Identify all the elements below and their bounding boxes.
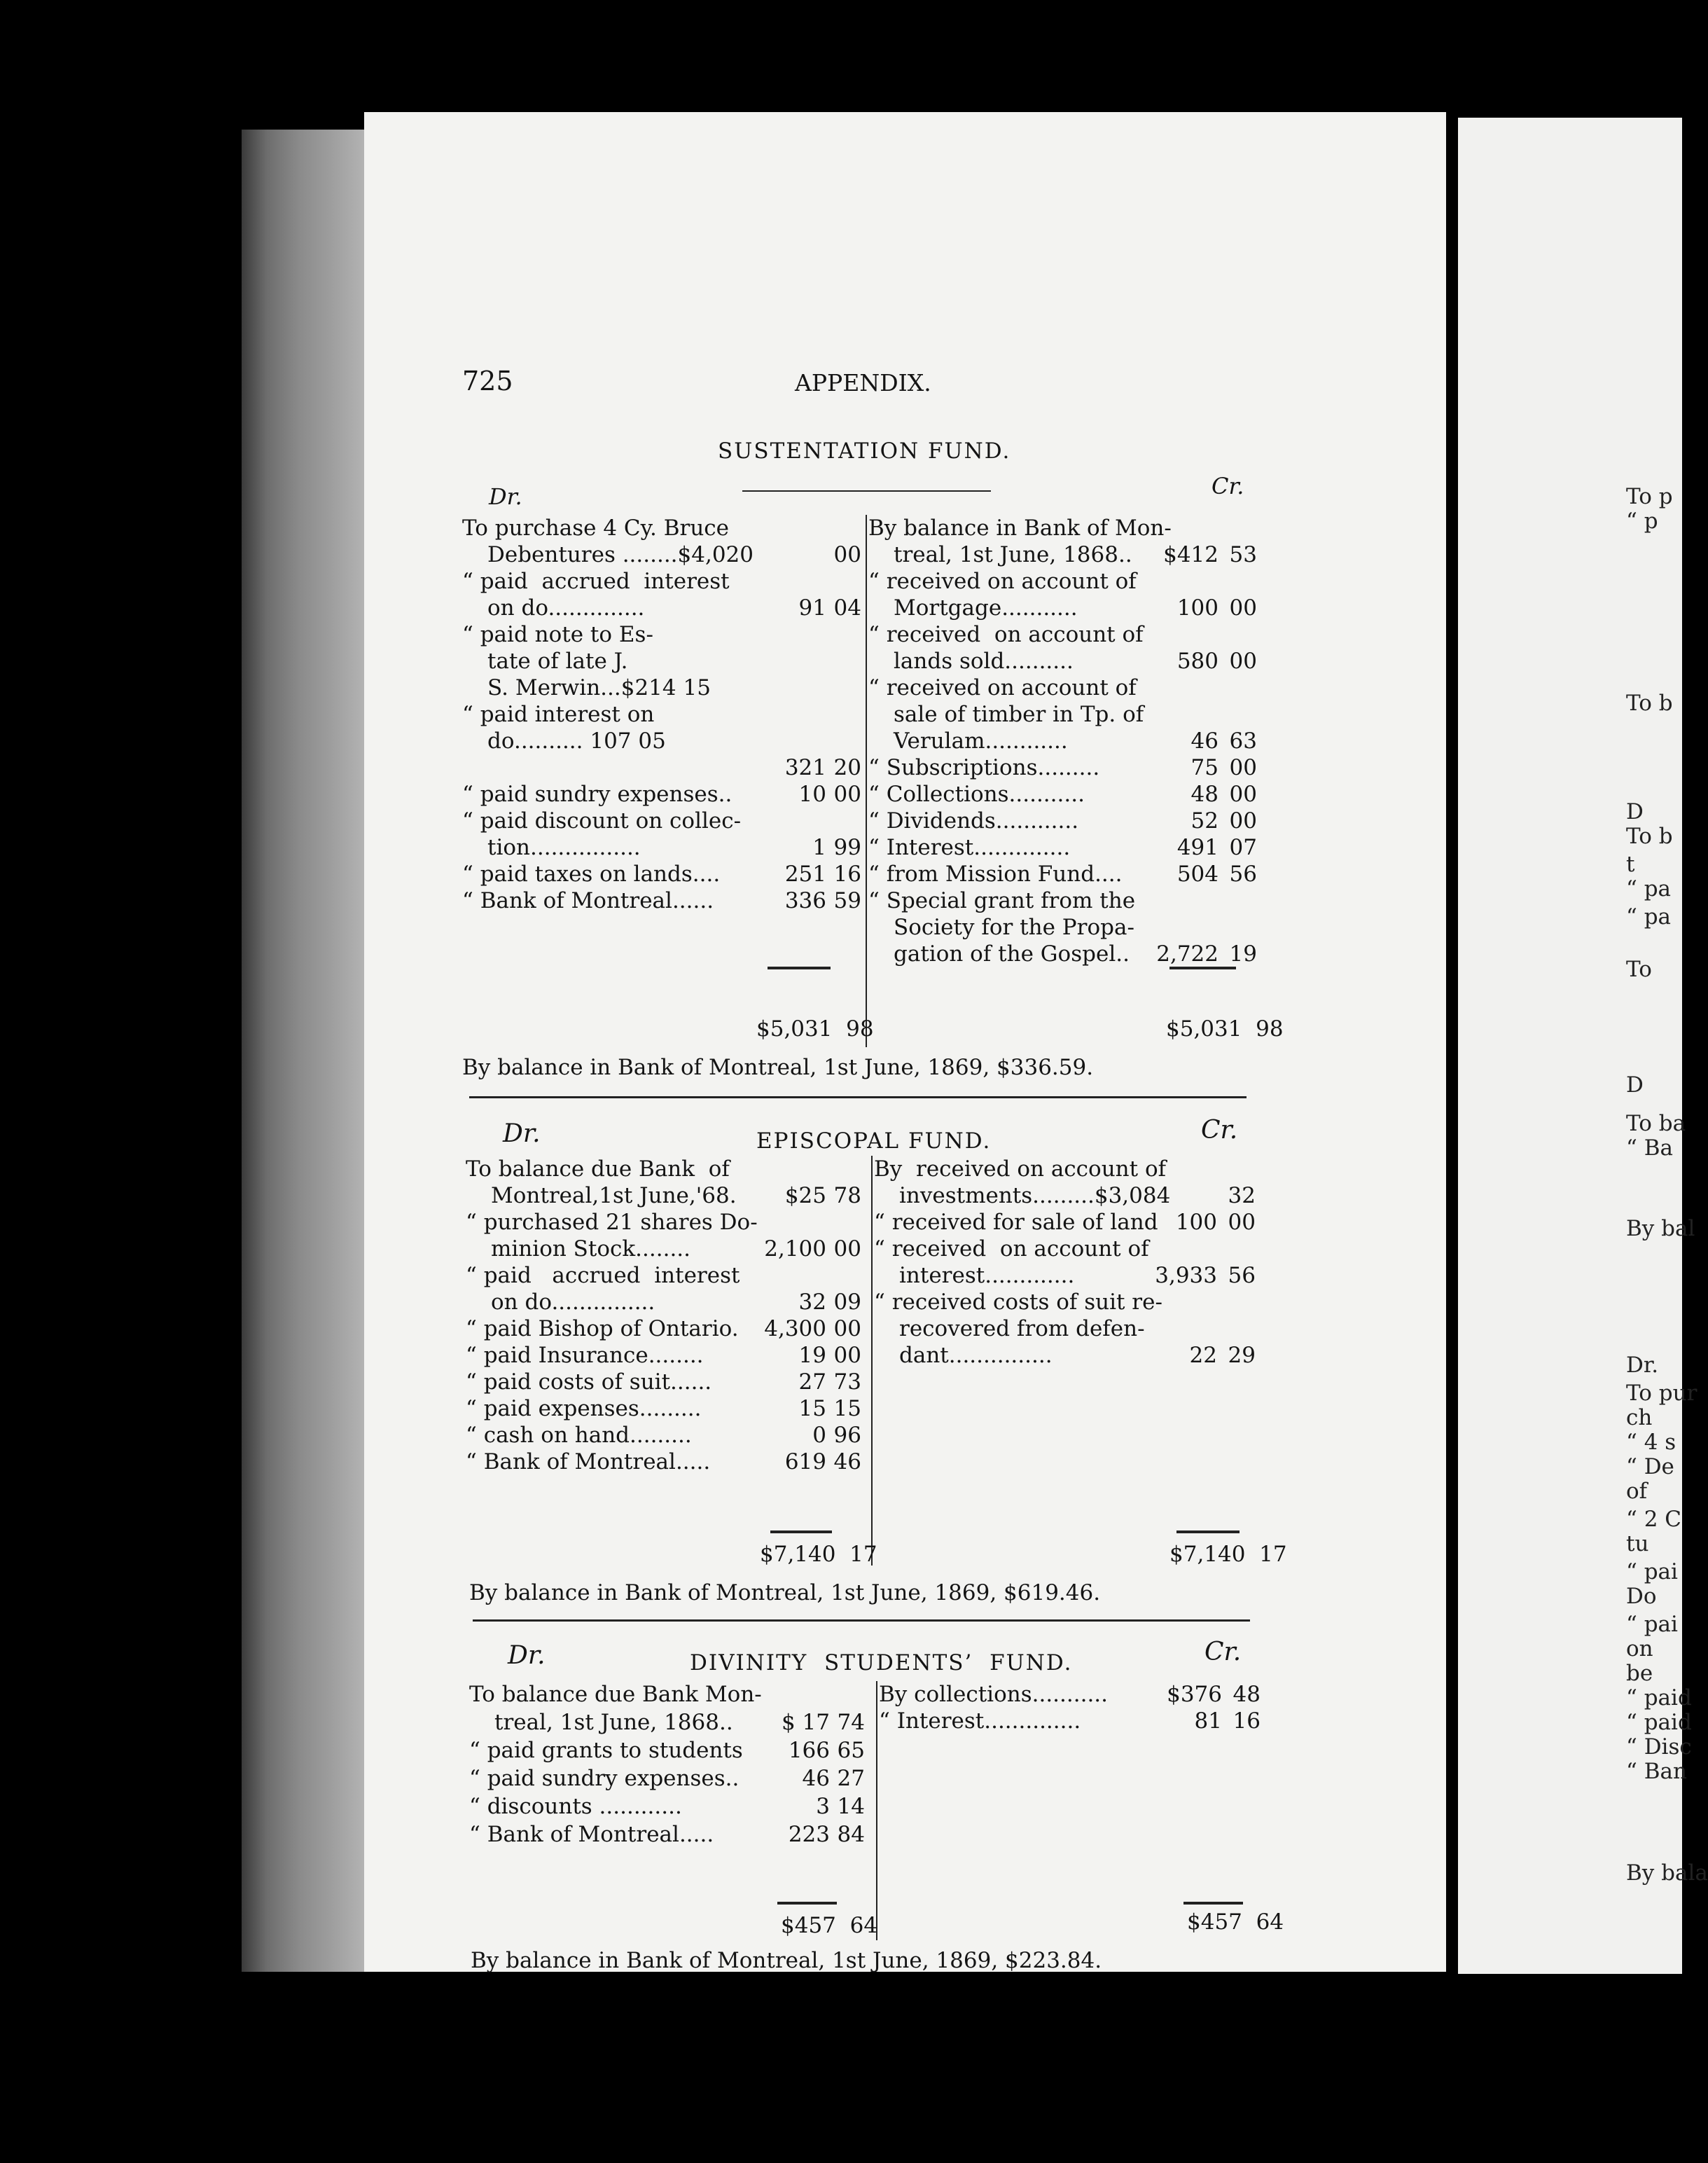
ledger-amount-dollars: 223: [788, 1822, 830, 1847]
ledger-amount-cents: 73: [833, 1369, 861, 1395]
ledger-item-text: tion................: [487, 835, 641, 860]
ledger-amount-cents: 07: [1229, 835, 1257, 860]
ledger-amount-cents: 00: [1229, 808, 1257, 834]
next-page-fragment: of: [1626, 1479, 1648, 1504]
total-rule: [770, 1530, 832, 1533]
ledger-item-text: “ paid accrued interest: [462, 569, 730, 594]
ledger-amount-cents: 19: [1229, 941, 1257, 967]
next-page-fragment: To b: [1626, 824, 1673, 849]
section-title: SUSTENTATION FUND.: [718, 438, 1011, 464]
ledger-item-text: To purchase 4 Cy. Bruce: [462, 516, 730, 541]
ledger-amount-cents: 56: [1229, 862, 1257, 887]
ledger-item-text: “ cash on hand.........: [466, 1423, 692, 1448]
section-title: EPISCOPAL FUND.: [756, 1128, 992, 1154]
ledger-amount-dollars: 100: [1175, 1210, 1217, 1235]
ledger-item-text: “ received on account of: [868, 569, 1137, 594]
ledger-amount-cents: 15: [833, 1396, 861, 1421]
ledger-item-text: treal, 1st June, 1868..: [494, 1710, 733, 1735]
ledger-item-text: “ Interest..............: [879, 1708, 1081, 1734]
next-page-fragment: To p: [1626, 484, 1673, 509]
ledger-amount-dollars: 32: [798, 1290, 826, 1315]
column-divider: [876, 1681, 877, 1940]
ledger-amount-cents: 46: [833, 1449, 861, 1474]
ledger-item-text: “ paid Insurance........: [466, 1343, 704, 1368]
ledger-item-text: “ Bank of Montreal......: [462, 888, 714, 913]
book-spine: [242, 130, 368, 1972]
ledger-item-text: treal, 1st June, 1868..: [894, 542, 1132, 567]
ledger-amount-dollars: 0: [812, 1423, 826, 1448]
ledger-item-text: By balance in Bank of Mon-: [868, 516, 1172, 541]
title-rule: [742, 490, 991, 492]
ledger-item-text: on do..............: [487, 595, 645, 621]
ledger-amount-cents: 00: [1228, 1210, 1256, 1235]
ledger-amount-dollars: 580: [1176, 649, 1218, 674]
ledger-amount-dollars: 4,300: [764, 1316, 826, 1341]
ledger-amount-dollars: 2,722: [1156, 941, 1218, 967]
ledger-item-text: “ paid accrued interest: [466, 1263, 740, 1288]
ledger-amount-cents: 00: [833, 1316, 861, 1341]
dr-label: Dr.: [489, 483, 522, 510]
ledger-item-text: recovered from defen-: [899, 1316, 1145, 1341]
ledger-item-text: on do...............: [491, 1290, 655, 1315]
ledger-item-text: Verulam............: [894, 728, 1068, 754]
ledger-item-text: interest.............: [899, 1263, 1075, 1288]
debit-total: $5,031 98: [756, 1016, 874, 1042]
cr-label: Cr.: [1201, 1116, 1238, 1145]
balance-line: By balance in Bank of Montreal, 1st June, 1869, $223.84.: [471, 1948, 1102, 1973]
ledger-amount-cents: 00: [1229, 782, 1257, 807]
ledger-item-text: “ Dividends............: [868, 808, 1079, 834]
ledger-amount-dollars: 491: [1176, 835, 1218, 860]
next-page-fragment: “ 4 s: [1626, 1430, 1676, 1455]
next-page-fragment: “ Disc: [1626, 1734, 1692, 1760]
ledger-amount-cents: 74: [837, 1710, 865, 1735]
next-page-fragment: on: [1626, 1636, 1653, 1661]
ledger-item-text: “ paid sundry expenses..: [469, 1766, 740, 1791]
ledger-amount-cents: 32: [1228, 1183, 1256, 1208]
ledger-amount-dollars: 91: [798, 595, 826, 621]
ledger-amount-cents: 20: [833, 755, 861, 780]
ledger-amount-cents: 78: [833, 1183, 861, 1208]
debit-total: $457 64: [781, 1913, 878, 1938]
ledger-amount-cents: 29: [1228, 1343, 1256, 1368]
ledger-amount-cents: 27: [837, 1766, 865, 1791]
ledger-amount-dollars: 619: [784, 1449, 826, 1474]
ledger-item-text: To balance due Bank of: [466, 1156, 730, 1182]
book-page: [364, 112, 1446, 1972]
ledger-amount-dollars: 336: [784, 888, 826, 913]
next-page-fragment: “ pa: [1626, 904, 1672, 930]
ledger-amount-dollars: 10: [798, 782, 826, 807]
ledger-amount-cents: 14: [837, 1794, 865, 1819]
cr-label: Cr.: [1204, 1638, 1242, 1666]
ledger-item-text: Montreal,1st June,'68.: [491, 1183, 737, 1208]
ledger-item-text: investments.........$3,084: [899, 1183, 1171, 1208]
ledger-item-text: Debentures ........$4,020: [487, 542, 754, 567]
ledger-item-text: “ Collections...........: [868, 782, 1085, 807]
ledger-item-text: sale of timber in Tp. of: [894, 702, 1144, 727]
next-page-fragment: be: [1626, 1661, 1653, 1686]
cr-label: Cr.: [1211, 473, 1244, 499]
ledger-item-text: Mortgage...........: [894, 595, 1078, 621]
ledger-item-text: “ received on account of: [874, 1236, 1149, 1262]
ledger-item-text: “ paid note to Es-: [462, 622, 653, 647]
next-page-fragment: t: [1626, 852, 1635, 877]
dr-label: Dr.: [503, 1119, 541, 1148]
dr-label: Dr.: [508, 1641, 546, 1670]
ledger-item-text: “ received on account of: [868, 622, 1144, 647]
next-page-fragment: “ p: [1626, 509, 1658, 534]
section-rule: [469, 1096, 1247, 1098]
ledger-amount-dollars: $412: [1163, 542, 1218, 567]
balance-line: By balance in Bank of Montreal, 1st June, 1869, $336.59.: [462, 1055, 1094, 1080]
ledger-amount-dollars: 1: [812, 835, 826, 860]
next-page-edge: [1458, 118, 1708, 1974]
ledger-amount-dollars: 46: [1190, 728, 1218, 754]
ledger-item-text: By collections...........: [879, 1682, 1109, 1707]
ledger-amount-dollars: 504: [1176, 862, 1218, 887]
ledger-item-text: lands sold..........: [894, 649, 1074, 674]
next-page-fragment: To b: [1626, 691, 1673, 716]
balance-line: By balance in Bank of Montreal, 1st June, 1869, $619.46.: [469, 1580, 1101, 1605]
ledger-amount-dollars: 251: [784, 862, 826, 887]
ledger-amount-cents: 00: [833, 542, 861, 567]
ledger-amount-dollars: 22: [1189, 1343, 1217, 1368]
ledger-amount-dollars: 46: [802, 1766, 830, 1791]
next-page-fragment: To: [1626, 957, 1652, 982]
next-page-fragment: D: [1626, 1072, 1644, 1098]
total-rule: [1176, 1530, 1240, 1533]
ledger-item-text: minion Stock........: [491, 1236, 691, 1262]
next-page-fragment: By bala: [1626, 1860, 1708, 1886]
ledger-item-text: “ received costs of suit re-: [874, 1290, 1162, 1315]
next-page-fragment: “ pai: [1626, 1612, 1678, 1637]
ledger-item-text: “ received for sale of land: [874, 1210, 1158, 1235]
ledger-amount-dollars: $ 17: [781, 1710, 830, 1735]
ledger-item-text: “ Bank of Montreal.....: [469, 1822, 714, 1847]
ledger-amount-cents: 04: [833, 595, 861, 621]
ledger-amount-dollars: 3: [816, 1794, 830, 1819]
ledger-item-text: “ purchased 21 shares Do-: [466, 1210, 758, 1235]
section-rule: [473, 1619, 1250, 1622]
ledger-item-text: By received on account of: [874, 1156, 1167, 1182]
next-page-fragment: “ pa: [1626, 876, 1672, 901]
ledger-amount-cents: 00: [833, 1343, 861, 1368]
ledger-item-text: “ paid taxes on lands....: [462, 862, 721, 887]
ledger-amount-cents: 00: [1229, 649, 1257, 674]
ledger-amount-cents: 53: [1229, 542, 1257, 567]
ledger-item-text: gation of the Gospel..: [894, 941, 1130, 967]
ledger-amount-cents: 59: [833, 888, 861, 913]
ledger-item-text: dant...............: [899, 1343, 1053, 1368]
ledger-amount-cents: 09: [833, 1290, 861, 1315]
ledger-item-text: “ Subscriptions.........: [868, 755, 1100, 780]
ledger-item-text: “ paid grants to students: [469, 1738, 743, 1763]
ledger-amount-cents: 00: [1229, 595, 1257, 621]
ledger-item-text: “ paid costs of suit......: [466, 1369, 712, 1395]
ledger-item-text: “ from Mission Fund....: [868, 862, 1123, 887]
column-divider: [871, 1156, 873, 1566]
ledger-amount-cents: 65: [837, 1738, 865, 1763]
total-rule: [777, 1902, 837, 1905]
ledger-item-text: “ Interest..............: [868, 835, 1071, 860]
ledger-amount-dollars: 27: [798, 1369, 826, 1395]
ledger-amount-dollars: 3,933: [1155, 1263, 1217, 1288]
credit-total: $5,031 98: [1166, 1016, 1284, 1042]
ledger-item-text: do.......... 107 05: [487, 728, 666, 754]
next-page-fragment: “ Ban: [1626, 1759, 1687, 1784]
ledger-amount-dollars: 321: [784, 755, 826, 780]
ledger-amount-cents: 16: [1233, 1708, 1261, 1734]
credit-total: $457 64: [1187, 1909, 1284, 1935]
next-page-fragment: “ 2 C: [1626, 1507, 1681, 1532]
ledger-amount-dollars: 15: [798, 1396, 826, 1421]
ledger-amount-cents: 56: [1228, 1263, 1256, 1288]
ledger-amount-dollars: 100: [1176, 595, 1218, 621]
ledger-amount-cents: 16: [833, 862, 861, 887]
ledger-item-text: “ paid expenses.........: [466, 1396, 702, 1421]
ledger-item-text: “ paid Bishop of Ontario.: [466, 1316, 739, 1341]
total-rule: [1169, 967, 1236, 969]
ledger-amount-cents: 96: [833, 1423, 861, 1448]
next-page-fragment: To ba: [1626, 1111, 1686, 1136]
ledger-item-text: “ received on account of: [868, 675, 1137, 700]
ledger-item-text: To balance due Bank Mon-: [469, 1682, 762, 1707]
total-rule: [1183, 1902, 1243, 1905]
ledger-amount-dollars: 81: [1194, 1708, 1222, 1734]
ledger-amount-cents: 48: [1233, 1682, 1261, 1707]
next-page-fragment: tu: [1626, 1531, 1649, 1556]
next-page-fragment: D: [1626, 799, 1644, 824]
next-page-fragment: “ pai: [1626, 1559, 1678, 1584]
ledger-item-text: “ Bank of Montreal.....: [466, 1449, 711, 1474]
ledger-amount-cents: 00: [1229, 755, 1257, 780]
ledger-item-text: “ discounts ............: [469, 1794, 682, 1819]
ledger-amount-cents: 63: [1229, 728, 1257, 754]
next-page-fragment: To pur: [1626, 1381, 1697, 1406]
ledger-amount-dollars: 75: [1190, 755, 1218, 780]
section-title: DIVINITY STUDENTS’ FUND.: [690, 1650, 1073, 1675]
ledger-item-text: “ paid interest on: [462, 702, 655, 727]
ledger-item-text: tate of late J.: [487, 649, 628, 674]
ledger-amount-dollars: 48: [1190, 782, 1218, 807]
column-divider: [866, 515, 867, 1047]
ledger-amount-cents: 99: [833, 835, 861, 860]
total-rule: [768, 967, 831, 969]
ledger-amount-cents: 00: [833, 782, 861, 807]
ledger-amount-cents: 00: [833, 1236, 861, 1262]
ledger-amount-dollars: 52: [1190, 808, 1218, 834]
ledger-item-text: Society for the Propa-: [894, 915, 1134, 940]
next-page-fragment: “ Ba: [1626, 1135, 1673, 1161]
running-header: APPENDIX.: [795, 369, 931, 396]
next-page-fragment: By bal: [1626, 1216, 1695, 1241]
credit-total: $7,140 17: [1169, 1542, 1287, 1567]
next-page-fragment: “ De: [1626, 1454, 1674, 1479]
next-page-fragment: Dr.: [1626, 1353, 1659, 1378]
ledger-item-text: S. Merwin...$214 15: [487, 675, 711, 700]
page-number: 725: [462, 366, 513, 396]
ledger-amount-dollars: $25: [784, 1183, 826, 1208]
ledger-amount-cents: 84: [837, 1822, 865, 1847]
debit-total: $7,140 17: [760, 1542, 877, 1567]
ledger-amount-dollars: 2,100: [764, 1236, 826, 1262]
ledger-item-text: “ paid discount on collec-: [462, 808, 742, 834]
next-page-fragment: “ paid: [1626, 1710, 1692, 1735]
ledger-item-text: “ Special grant from the: [868, 888, 1136, 913]
next-page-fragment: “ paid: [1626, 1685, 1692, 1711]
next-page-fragment: Do: [1626, 1584, 1657, 1609]
ledger-amount-dollars: 19: [798, 1343, 826, 1368]
ledger-amount-dollars: $376: [1167, 1682, 1222, 1707]
next-page-fragment: ch: [1626, 1405, 1653, 1430]
ledger-amount-dollars: 166: [788, 1738, 830, 1763]
ledger-item-text: “ paid sundry expenses..: [462, 782, 733, 807]
